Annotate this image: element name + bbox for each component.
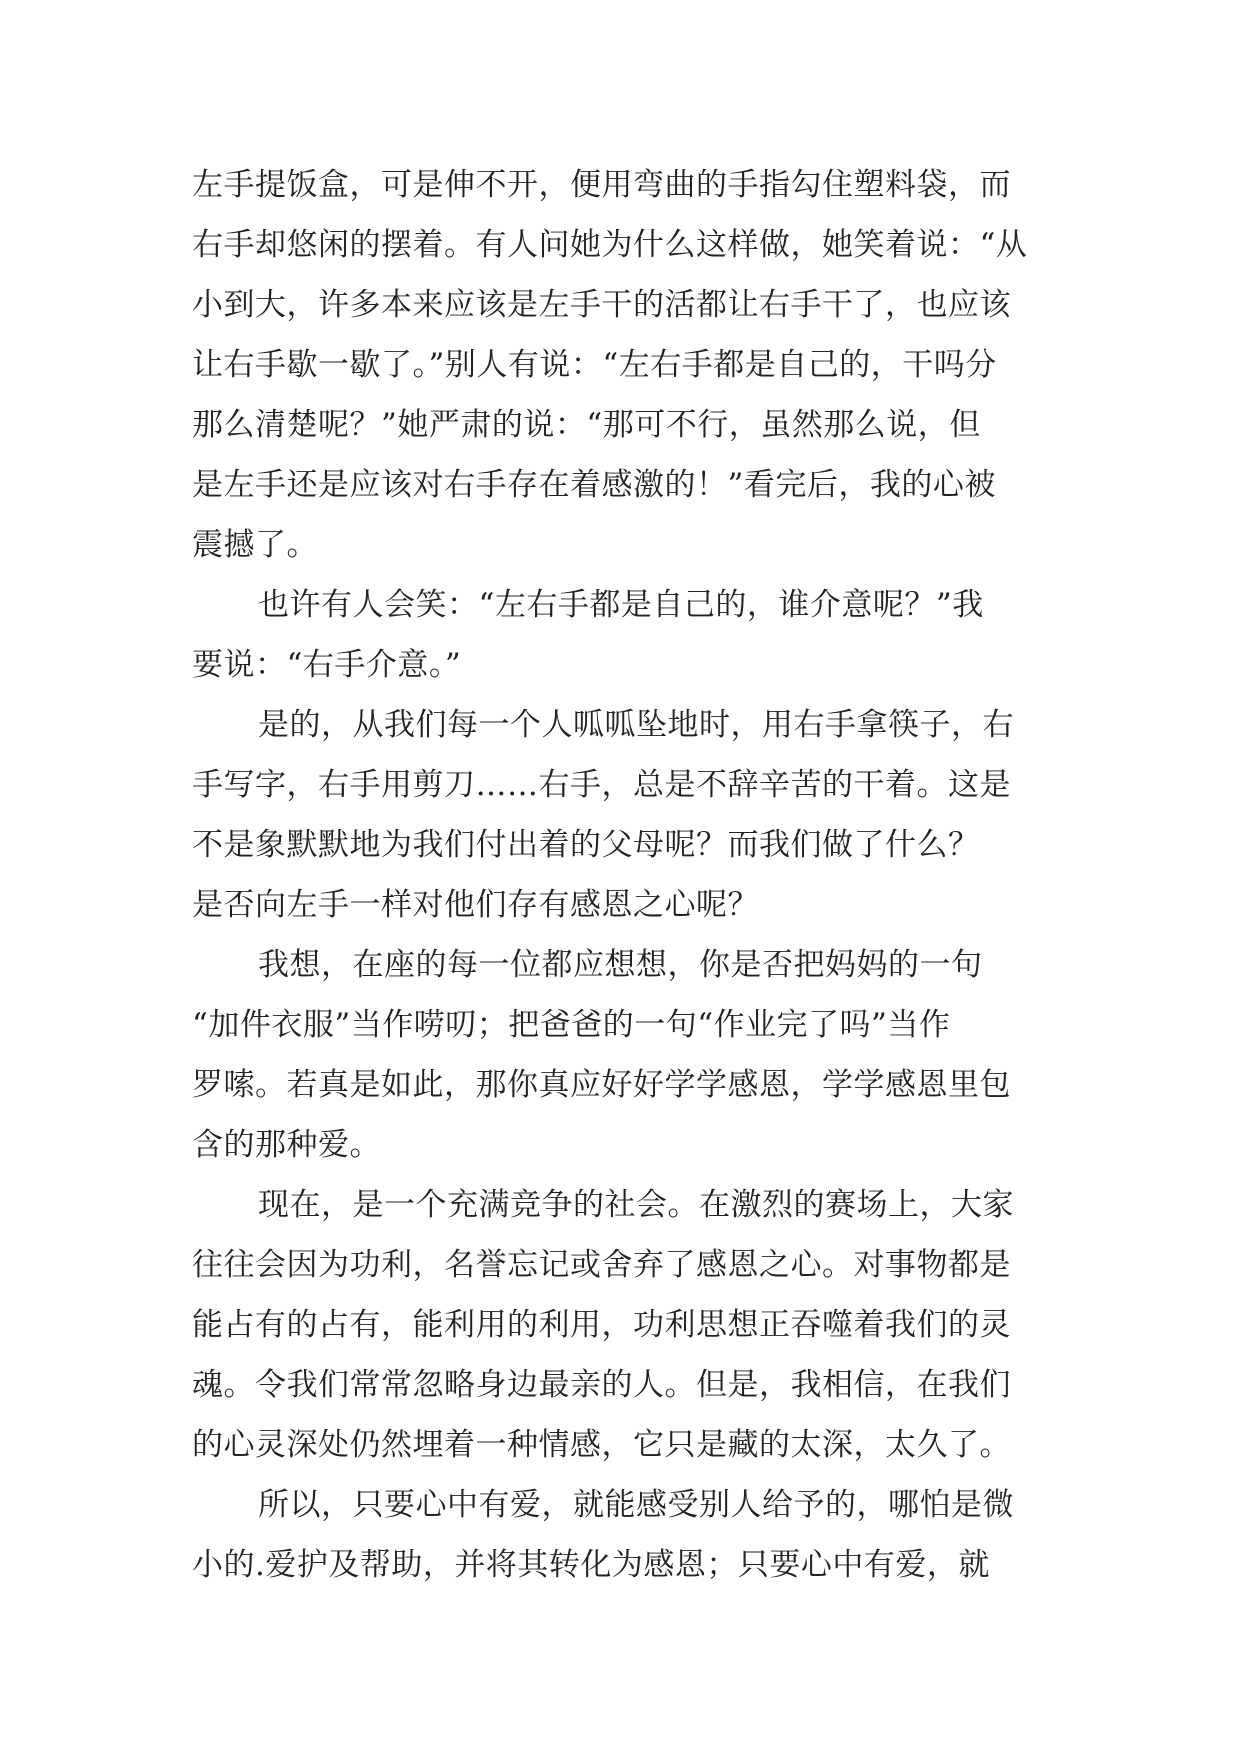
text-line: 让右手歇一歇了。”别人有说：“左右手都是自己的，干吗分: [192, 347, 997, 383]
paragraph-first-line: 是的，从我们每一个人呱呱坠地时，用右手拿筷子，右: [258, 707, 1014, 743]
text-line: “加件衣服”当作唠叨；把爸爸的一句“作业完了吗”当作: [192, 1007, 951, 1043]
text-line: 往往会因为功利，名誉忘记或舍弃了感恩之心。对事物都是: [192, 1247, 1011, 1283]
text-line: 含的那种爱。: [192, 1127, 381, 1163]
paragraph-first-line: 我想，在座的每一位都应想想，你是否把妈妈的一句: [258, 947, 983, 983]
text-line: 是否向左手一样对他们存有感恩之心呢？: [192, 887, 759, 923]
text-line: 那么清楚呢？”她严肃的说：“那可不行，虽然那么说，但: [192, 407, 981, 443]
text-line: 罗嗦。若真是如此，那你真应好好学学感恩，学学感恩里包: [192, 1067, 1011, 1103]
text-line: 要说：“右手介意。”: [192, 647, 462, 683]
text-line: 是左手还是应该对右手存在着感激的！”看完后，我的心被: [192, 467, 996, 503]
paragraph-first-line: 现在，是一个充满竞争的社会。在激烈的赛场上，大家: [258, 1187, 1014, 1223]
paragraph-first-line: 所以，只要心中有爱，就能感受别人给予的，哪怕是微: [258, 1487, 1014, 1523]
text-line: 手写字，右手用剪刀……右手，总是不辞辛苦的干着。这是: [192, 767, 1011, 803]
body-text: [192, 155, 1072, 1595]
text-line: 不是象默默地为我们付出着的父母呢？而我们做了什么？: [192, 827, 980, 863]
text-line: 能占有的占有，能利用的利用，功利思想正吞噬着我们的灵: [192, 1307, 1011, 1343]
text-line: 震撼了。: [192, 527, 318, 563]
text-line: 的心灵深处仍然埋着一种情感，它只是藏的太深，太久了。: [192, 1427, 1011, 1463]
text-line: 小到大，许多本来应该是左手干的活都让右手干了，也应该: [192, 287, 1011, 323]
text-line: 魂。令我们常常忽略身边最亲的人。但是，我相信，在我们: [192, 1367, 1011, 1403]
text-line: 左手提饭盒，可是伸不开，便用弯曲的手指勾住塑料袋，而: [192, 167, 1011, 203]
text-line: 小的.爱护及帮助，并将其转化为感恩；只要心中有爱，就: [192, 1547, 990, 1583]
paragraph-first-line: 也许有人会笑：“左右手都是自己的，谁介意呢？”我: [258, 587, 984, 623]
text-line: 右手却悠闲的摆着。有人问她为什么这样做，她笑着说：“从: [192, 227, 1028, 263]
